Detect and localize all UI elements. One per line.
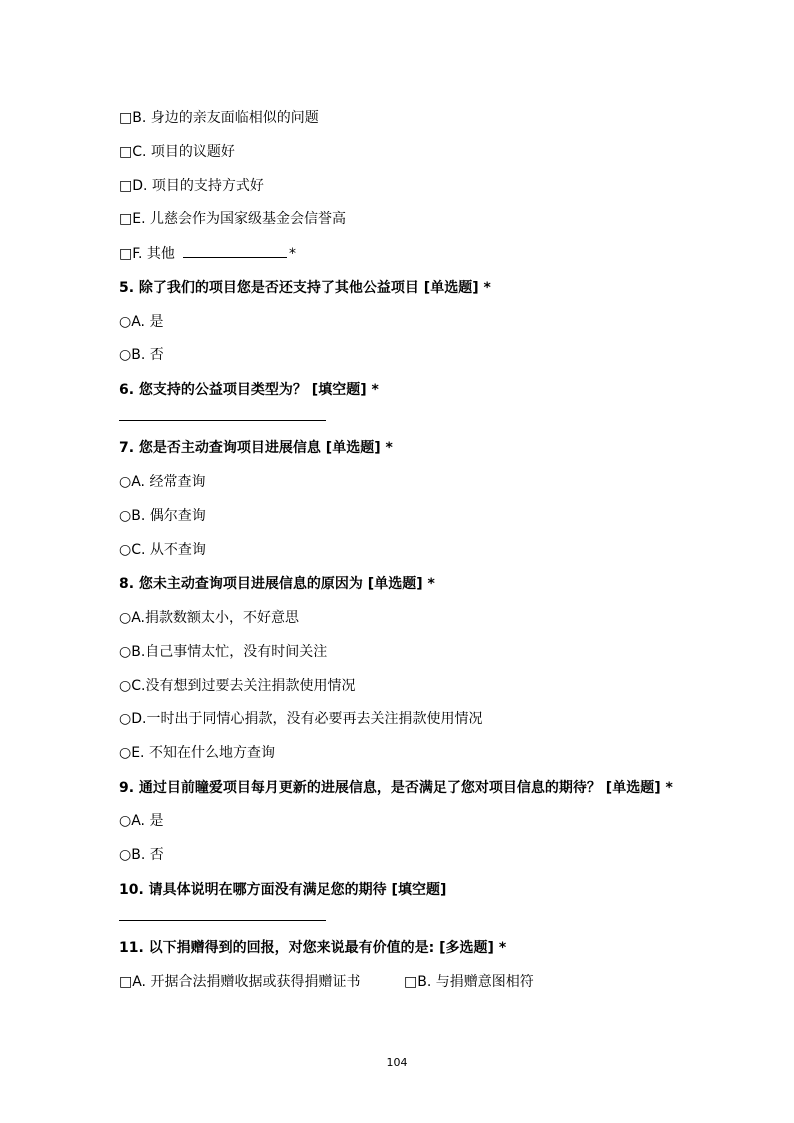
option-9a[interactable]: ○A. 是 — [119, 813, 164, 829]
option-8b[interactable]: ○B.自己事情太忙，没有时间关注 — [119, 644, 328, 660]
option-5a[interactable]: ○A. 是 — [119, 314, 164, 330]
option-7c[interactable]: ○C. 从不查询 — [119, 542, 206, 558]
option-8d[interactable]: ○D.一时出于同情心捐款，没有必要再去关注捐款使用情况 — [119, 711, 483, 727]
option-7a[interactable]: ○A. 经常查询 — [119, 474, 206, 490]
option-4c[interactable]: □C. 项目的议题好 — [119, 144, 235, 160]
option-8a[interactable]: ○A.捐款数额太小，不好意思 — [119, 610, 299, 626]
answer-blank-6[interactable] — [119, 420, 326, 421]
option-4b[interactable]: □B. 身边的亲友面临相似的问题 — [119, 110, 319, 126]
question-11: 11. 以下捐赠得到的回报，对您来说最有价值的是: [多选题] * — [119, 940, 507, 956]
answer-blank-10[interactable] — [119, 920, 326, 921]
option-4f-label: □F. 其他 — [119, 246, 175, 262]
option-8c[interactable]: ○C.没有想到过要去关注捐款使用情况 — [119, 678, 356, 694]
option-4d[interactable]: □D. 项目的支持方式好 — [119, 178, 264, 194]
option-11a[interactable]: □A. 开据合法捐赠收据或获得捐赠证书 — [119, 974, 361, 990]
question-9: 9. 通过目前瞳爱项目每月更新的进展信息，是否满足了您对项目信息的期待？ [单选题] * — [119, 780, 673, 796]
option-4e[interactable]: □E. 儿慈会作为国家级基金会信誉高 — [119, 211, 346, 227]
page-number: 104 — [386, 1056, 408, 1069]
question-6: 6. 您支持的公益项目类型为？ [填空题] * — [119, 382, 379, 398]
option-4f[interactable] — [119, 243, 296, 264]
required-mark: * — [288, 246, 296, 262]
other-fill-in-field[interactable] — [183, 243, 287, 258]
option-8e[interactable]: ○E. 不知在什么地方查询 — [119, 745, 275, 761]
option-7b[interactable]: ○B. 偶尔查询 — [119, 508, 206, 524]
question-8: 8. 您未主动查询项目进展信息的原因为 [单选题] * — [119, 576, 435, 592]
question-7: 7. 您是否主动查询项目进展信息 [单选题] * — [119, 440, 393, 456]
question-10: 10. 请具体说明在哪方面没有满足您的期待 [填空题] — [119, 882, 447, 898]
option-5b[interactable]: ○B. 否 — [119, 347, 164, 363]
question-5: 5. 除了我们的项目您是否还支持了其他公益项目 [单选题] * — [119, 280, 491, 296]
option-9b[interactable]: ○B. 否 — [119, 847, 164, 863]
option-11b[interactable]: □B. 与捐赠意图相符 — [404, 974, 534, 990]
